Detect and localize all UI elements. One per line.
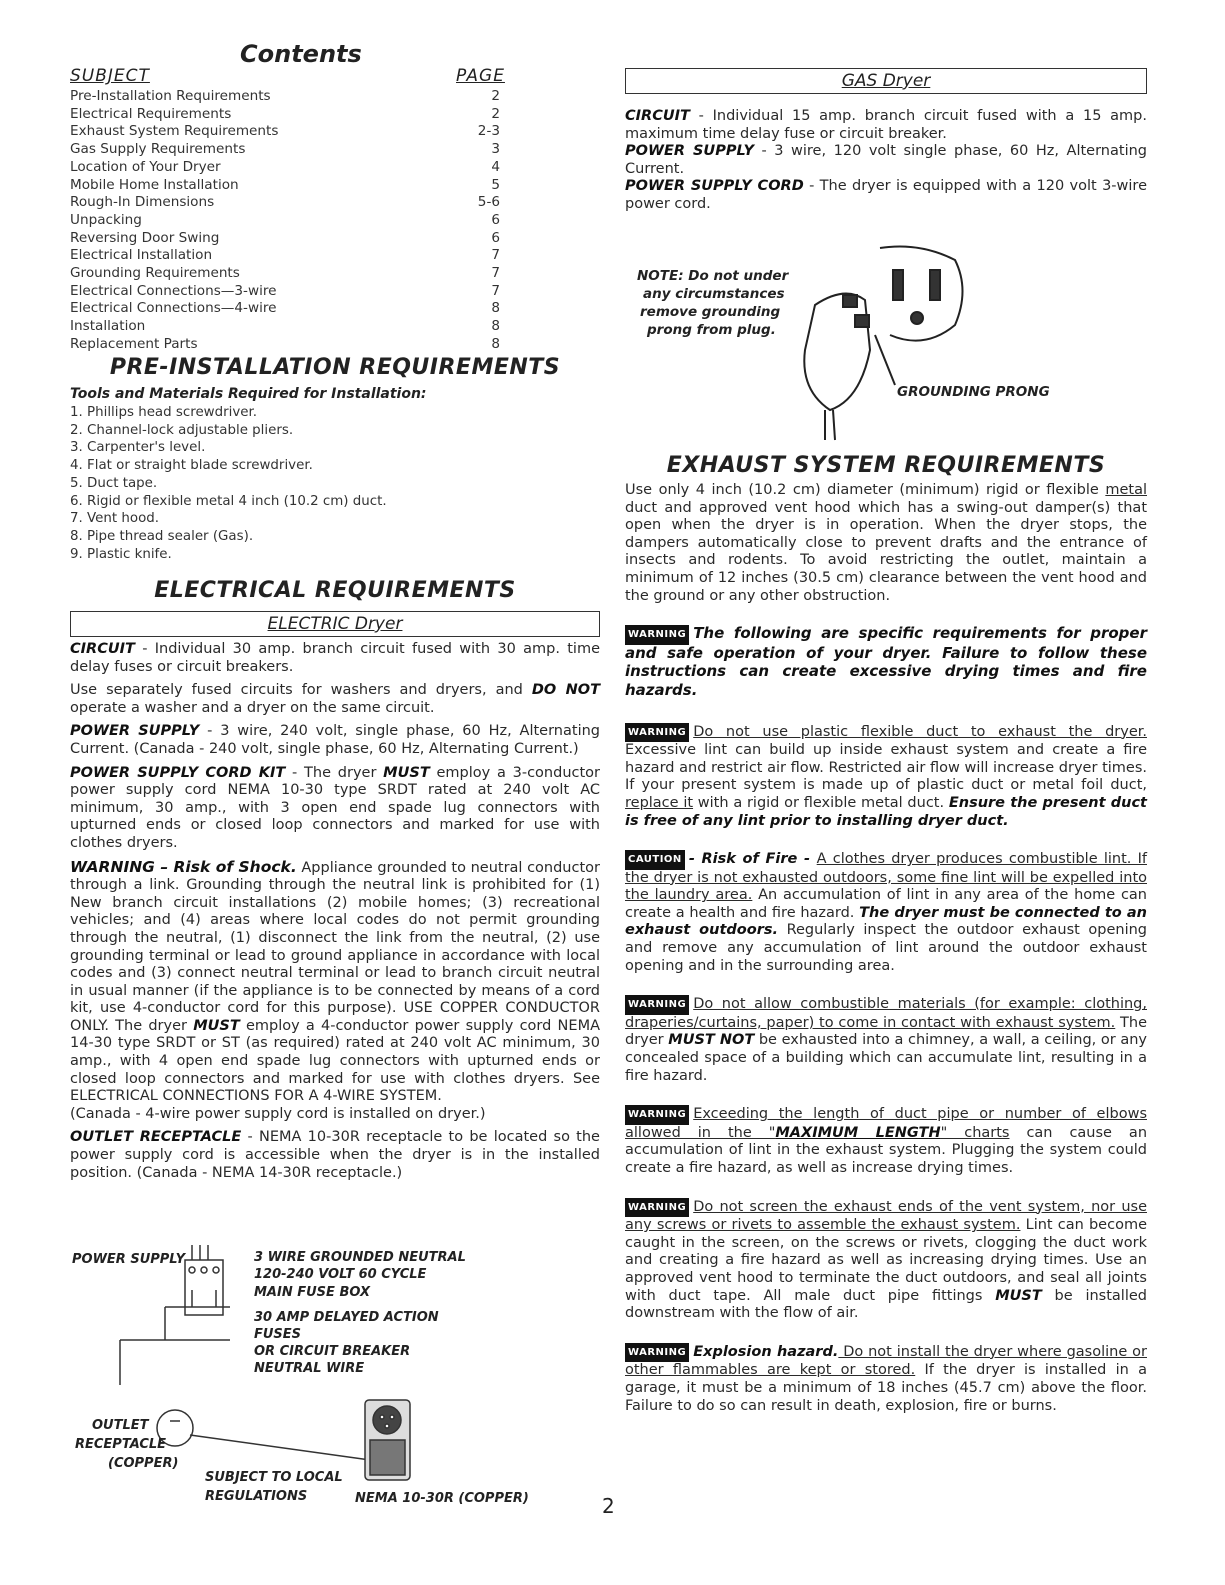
toc-row	[70, 123, 500, 141]
toc-row	[70, 88, 500, 106]
cord-kit-paragraph: POWER SUPPLY CORD KIT - The dryer MUST employ a 3-conductor power supply cord NEMA 10-30 type SRDT rated at 240 volt AC minimum, 30 amp., with 3 open end spade lug connectors with upturned ends or closed loop connectors and marked for use with clothes dryers.	[70, 764, 601, 851]
tool-item: 8. Pipe thread sealer (Gas).	[70, 528, 254, 544]
tool-item: 6. Rigid or flexible metal 4 inch (10.2 cm) duct.	[70, 493, 387, 509]
toc-row	[70, 141, 500, 159]
electric-circuit-paragraph: CIRCUIT - Individual 30 amp. branch circuit fused with 30 amp. time delay fuses or circuit breakers.	[70, 641, 600, 675]
diagram-grounded-neutral: 3 WIRE GROUNDED NEUTRAL	[254, 1250, 466, 1265]
plug-note	[637, 267, 788, 339]
caution-badge: CAUTION	[625, 850, 685, 870]
diagram-or-breaker: OR CIRCUIT BREAKER	[254, 1344, 411, 1359]
diagram-receptacle: RECEPTACLE	[75, 1437, 167, 1452]
toc-row	[70, 212, 500, 230]
tool-item: 2. Channel-lock adjustable pliers.	[70, 422, 294, 438]
tool-item: 3. Carpenter's level.	[70, 440, 206, 456]
diagram-outlet: OUTLET	[92, 1418, 149, 1433]
exhaust-title: EXHAUST SYSTEM REQUIREMENTS	[666, 453, 1106, 478]
diagram-fuses: FUSES	[254, 1327, 302, 1342]
toc-page: 2	[491, 105, 500, 122]
toc-page: 7	[491, 282, 500, 299]
warning-badge: WARNING	[625, 995, 689, 1015]
toc-subject: Unpacking	[70, 211, 142, 228]
toc-subject: Gas Supply Requirements	[70, 141, 246, 158]
toc-page: 2	[491, 88, 500, 104]
toc-subject: Electrical Connections—4-wire	[70, 300, 277, 317]
shock-warning-paragraph: WARNING – Risk of Shock. Appliance grounded to neutral conductor through a link. Grounding through the neutral link is prohibited for (1) New branch circuit installations (2) mobile homes; (3) recreational vehicles; and (4) areas where local codes do not permit grounding through the neutral, (1) disconnect the link from the neutral, (2) use grounding terminal or lead to ground appliance in accordance with local codes and (3) connect neutral terminal or lead to branch circuit neutral in usual manner (if the appliance is to be connected by means of a cord kit, use 4-conductor cord for this purpose). USE COPPER CONDUCTOR ONLY. The dryer MUST employ a 4-conductor power supply cord NEMA 14-30 type SRDT or ST (as required) rated at 240 volt AC minimum, 30 amp., with 4 open end spade lug connectors with upturned ends or closed loop connectors and marked for use with clothes dryers. See ELECTRICAL CONNECTIONS FOR A 4-WIRE SYSTEM.	[70, 857, 600, 1105]
tool-item: 7. Vent hood.	[70, 511, 160, 527]
toc-subject: Reversing Door Swing	[70, 229, 220, 246]
toc-page: 8	[491, 300, 500, 317]
toc-row	[70, 283, 500, 301]
warning-badge: WARNING	[625, 1343, 689, 1363]
toc-subject: Mobile Home Installation	[70, 176, 239, 193]
warning-badge: WARNING	[625, 1105, 689, 1125]
exhaust-intro: Use only 4 inch (10.2 cm) diameter (minimum) rigid or flexible metal duct and approved vent hood which has a swing-out damper(s) that open when the dryer is in operation. When the dryer stops, the dampers automatically close to prevent drafts and the entrance of insects and rodents. To avoid restricting the outlet, maintain a minimum of 12 inches (30.5 cm) clearance between the vent hood and the ground or any other obstruction.	[625, 482, 1147, 604]
tool-item: 9. Plastic knife.	[70, 546, 172, 562]
toc-row	[70, 247, 500, 265]
toc-page: 5-6	[477, 194, 500, 211]
warning-explosion-hazard: WARNING Explosion hazard. Do not install the dryer where gasoline or other flammables are kept or stored. If the dryer is installed in a garage, it must be a minimum of 18 inches (45.7 cm) above the floor. Failure to do so can result in death, explosion, fire or burns.	[625, 1343, 1147, 1414]
tool-item: 4. Flat or straight blade screwdriver.	[70, 458, 313, 474]
diagram-volt-cycle: 120-240 VOLT 60 CYCLE	[254, 1267, 427, 1282]
diagram-nema: NEMA 10-30R (COPPER)	[355, 1491, 529, 1506]
toc-row	[70, 336, 500, 354]
separate-circuits-paragraph: Use separately fused circuits for washers and dryers, and DO NOT operate a washer and a dryer on the same circuit.	[70, 682, 600, 716]
toc-subject: Grounding Requirements	[70, 265, 240, 282]
toc-page: 2-3	[477, 123, 500, 140]
tool-item: 5. Duct tape.	[70, 475, 158, 491]
plug-note-line-2: any circumstances	[643, 286, 785, 302]
warning-max-length: WARNING Exceeding the length of duct pipe or number of elbows allowed in the "MAXIMUM LENGTH" charts can cause an accumulation of lint in the exhaust system. Plugging the system could create a fire hazard, as well as increase drying times.	[625, 1106, 1148, 1176]
warning-combustible-materials: WARNING Do not allow combustible materials (for example: clothing, draperies/curtains, paper) to come in contact with exhaust system. The dryer MUST NOT be exhausted into a chimney, a wall, a ceiling, or any concealed space of a building which can accumulate lint, resulting in a fire hazard.	[625, 996, 1148, 1084]
tool-item: 1. Phillips head screwdriver.	[70, 405, 258, 420]
warning-badge: WARNING	[625, 1198, 689, 1218]
toc-row	[70, 318, 500, 336]
gas-circuit-paragraph: CIRCUIT - Individual 15 amp. branch circuit fused with a 15 amp. maximum time delay fuse or circuit breaker.	[625, 108, 1147, 142]
plug-note-line-1: NOTE: Do not under	[637, 268, 789, 284]
diagram-regulations: REGULATIONS	[205, 1489, 308, 1504]
warning-plastic-duct: WARNING Do not use plastic flexible duct to exhaust the dryer. Excessive lint can build up inside exhaust system and create a fire hazard and restrict air flow. Restricted air flow will increase dryer times. If your present system is made up of plastic duct or metal foil duct, replace it with a rigid or flexible metal duct. Ensure the present duct is free of any lint prior to installing dryer duct.	[625, 723, 1147, 829]
diagram-main-fuse: MAIN FUSE BOX	[254, 1285, 370, 1300]
warning-badge: WARNING	[625, 723, 689, 743]
gas-power-supply-paragraph: POWER SUPPLY - 3 wire, 120 volt single phase, 60 Hz, Alternating Current.	[625, 143, 1147, 177]
toc-subject-header: SUBJECT	[70, 66, 150, 86]
tools-list	[70, 404, 600, 563]
plug-note-line-4: prong from plug.	[647, 322, 776, 338]
plug-note-line-3: remove grounding	[640, 304, 781, 320]
toc-subject: Electrical Installation	[70, 247, 213, 264]
diagram-power-supply: POWER SUPPLY	[72, 1252, 185, 1267]
toc-row	[70, 159, 500, 177]
toc-page: 8	[491, 335, 500, 352]
diagram-delayed-action: 30 AMP DELAYED ACTION	[254, 1310, 439, 1325]
diagram-neutral-wire: NEUTRAL WIRE	[254, 1361, 365, 1376]
toc-row	[70, 194, 500, 212]
exhaust-section	[625, 453, 1147, 1415]
toc-page-header: PAGE	[456, 66, 505, 86]
toc-page: 7	[491, 247, 500, 264]
toc-subject: Pre-Installation Requirements	[70, 88, 271, 104]
electrical-title: ELECTRICAL REQUIREMENTS	[154, 578, 516, 603]
toc-subject: Installation	[70, 318, 146, 335]
pre-installation-title: PRE-INSTALLATION REQUIREMENTS	[109, 355, 561, 380]
toc-page: 6	[491, 211, 500, 228]
diagram-subject-to-local: SUBJECT TO LOCAL	[205, 1470, 343, 1485]
toc-page: 5	[491, 176, 500, 193]
canada-cord-note: (Canada - 4-wire power supply cord is installed on dryer.)	[70, 1105, 486, 1122]
pre-installation-section	[70, 355, 600, 563]
toc-row	[70, 177, 500, 195]
warning-screen-exhaust: WARNING Do not screen the exhaust ends of the vent system, nor use any screws or rivets to assemble the exhaust system. Lint can become caught in the screen, on the screws or rivets, clogging the duct work and creating a fire hazard as well as increasing drying times. Use an approved vent hood to terminate the duct outdoors, and seal all joints with duct tape. All male duct pipe fittings MUST be installed downstream with the flow of air.	[625, 1198, 1147, 1322]
grounding-prong-label: GROUNDING PRONG	[897, 384, 1050, 400]
tools-heading: Tools and Materials Required for Installation:	[70, 386, 427, 402]
electrical-section	[70, 578, 600, 1182]
toc-subject: Replacement Parts	[70, 335, 198, 352]
gas-cord-paragraph: POWER SUPPLY CORD - The dryer is equipped with a 120 volt 3-wire power cord.	[625, 178, 1147, 212]
toc-page: 8	[491, 318, 500, 335]
toc-subject: Rough-In Dimensions	[70, 194, 215, 211]
toc-page: 6	[491, 229, 500, 246]
electric-dryer-box: ELECTRIC Dryer	[70, 611, 600, 637]
toc-subject: Electrical Requirements	[70, 105, 232, 122]
toc-subject: Electrical Connections—3-wire	[70, 282, 277, 299]
toc-subject: Location of Your Dryer	[70, 158, 221, 175]
toc-list	[70, 88, 500, 354]
warning-specific-requirements: WARNING The following are specific requirements for proper and safe operation of your dryer. Failure to follow these instructions can create excessive drying times and fire hazards.	[625, 624, 1147, 699]
diagram-copper: (COPPER)	[108, 1456, 179, 1471]
toc-row	[70, 106, 500, 124]
plug-graphic	[795, 240, 995, 450]
toc-subject: Exhaust System Requirements	[70, 123, 279, 140]
caution-risk-of-fire: CAUTION - Risk of Fire - A clothes dryer produces combustible lint. If the dryer is not exhausted outdoors, some fine lint will be expelled into the laundry area. An accumulation of lint in any area of the home can create a health and fire hazard. The dryer must be connected to an exhaust outdoors. Regularly inspect the outdoor exhaust opening and remove any accumulation of lint around the outdoor exhaust opening and in the surrounding area.	[625, 851, 1147, 974]
toc-row	[70, 230, 500, 248]
toc-page: 4	[491, 158, 500, 175]
outlet-receptacle-paragraph: OUTLET RECEPTACLE - NEMA 10-30R receptacle to be located so the power supply cord is accessible when the dryer is in the installed position. (Canada - NEMA 14-30R receptacle.)	[70, 1129, 600, 1181]
gas-section	[625, 68, 1147, 214]
warning-badge: WARNING	[625, 625, 689, 645]
toc-row	[70, 265, 500, 283]
page-number: 2	[602, 1494, 615, 1518]
toc-page: 3	[491, 141, 500, 158]
toc-page: 7	[491, 265, 500, 282]
gas-dryer-box: GAS Dryer	[625, 68, 1147, 94]
electric-power-supply-paragraph: POWER SUPPLY - 3 wire, 240 volt, single phase, 60 Hz, Alternating Current. (Canada - 240 volt, single phase, 60 Hz, Alternating Current.)	[70, 723, 600, 757]
toc-row	[70, 300, 500, 318]
contents-title: Contents	[240, 40, 362, 68]
